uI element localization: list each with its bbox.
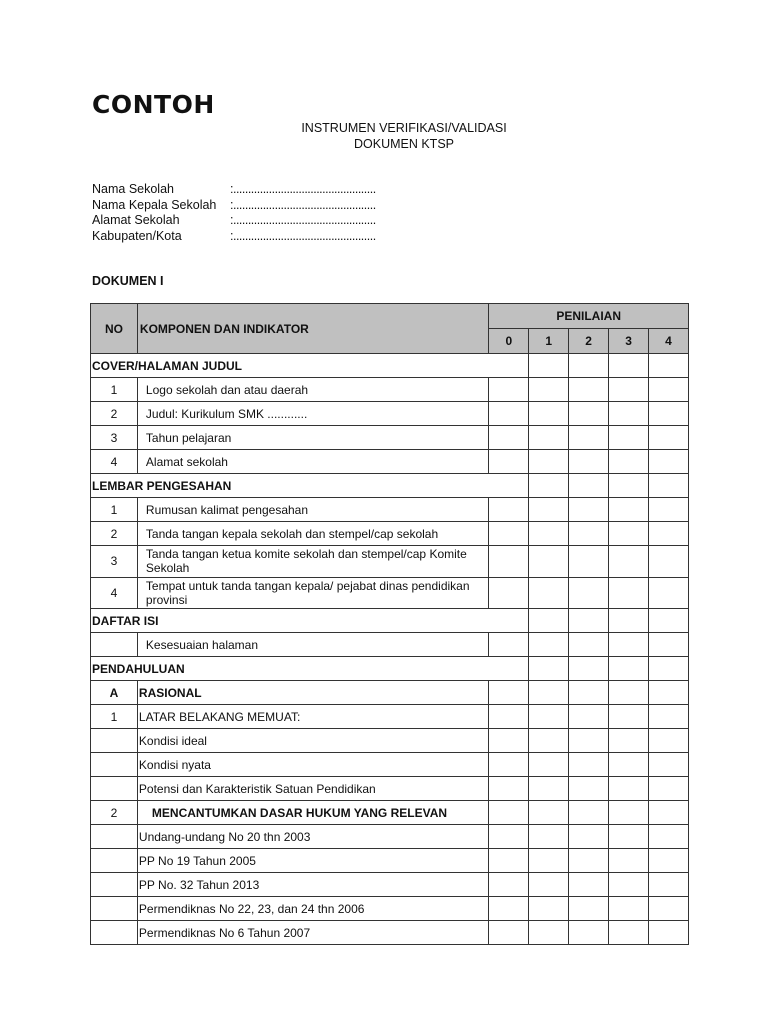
score-cell[interactable] [649,577,689,609]
table-row [91,633,689,657]
table-row [91,498,689,522]
row-indicator: Rumusan kalimat pengesahan [137,498,488,522]
score-cell[interactable] [569,681,609,705]
row-indicator: Tanda tangan kepala sekolah dan stempel/cap sekolah [137,522,488,546]
section-label: DAFTAR ISI [91,609,489,633]
score-cell[interactable] [649,729,689,753]
score-cell[interactable] [609,897,649,921]
table-row [91,378,689,402]
school-info-block [92,182,376,244]
score-cell[interactable] [649,921,689,945]
score-cell[interactable] [609,577,649,609]
score-cell[interactable] [609,729,649,753]
info-label: Nama Sekolah [92,182,174,196]
row-subheading: RASIONAL [137,681,488,705]
row-number: 2 [91,402,138,426]
score-cell[interactable] [489,498,529,522]
row-indicator: Tanda tangan ketua komite sekolah dan stempel/cap Komite Sekolah [137,546,488,578]
table-row [91,849,689,873]
score-cell[interactable] [489,825,529,849]
score-cell[interactable] [489,897,529,921]
section-label: COVER/HALAMAN JUDUL [91,354,489,378]
score-cell[interactable] [569,378,609,402]
info-value-field[interactable]: :................................................ [230,213,376,227]
score-cell[interactable] [609,426,649,450]
score-cell[interactable] [649,777,689,801]
score-cell[interactable] [609,633,649,657]
score-cell[interactable] [569,777,609,801]
score-cell[interactable] [569,450,609,474]
row-number: 1 [91,378,138,402]
score-cell[interactable] [569,402,609,426]
header-no: NO [91,304,138,354]
score-cell[interactable] [609,402,649,426]
score-cell[interactable] [569,753,609,777]
score-cell[interactable] [649,825,689,849]
info-label: Alamat Sekolah [92,213,180,227]
score-cell[interactable] [529,921,569,945]
info-label: Nama Kepala Sekolah [92,197,217,212]
score-cell[interactable] [569,825,609,849]
score-cell[interactable] [609,378,649,402]
score-cell[interactable] [569,897,609,921]
score-cell[interactable] [529,633,569,657]
score-cell[interactable] [489,546,529,578]
score-cell[interactable] [609,522,649,546]
row-indicator: Kesesuaian halaman [137,633,488,657]
row-number: 1 [91,498,138,522]
section-label: LEMBAR PENGESAHAN [91,474,489,498]
info-row-nama-sekolah [92,182,376,198]
score-header-1: 1 [529,329,569,354]
score-cell[interactable] [529,801,569,825]
score-cell[interactable] [569,546,609,578]
row-indicator: Potensi dan Karakteristik Satuan Pendidikan [137,777,488,801]
score-cell[interactable] [529,402,569,426]
score-cell[interactable] [489,873,529,897]
table-row [91,705,689,729]
score-cell[interactable] [649,522,689,546]
info-value-field[interactable]: :................................................ [230,182,376,196]
score-cell[interactable] [609,681,649,705]
score-cell[interactable] [489,729,529,753]
row-number: 1 [91,705,138,729]
score-cell[interactable] [609,849,649,873]
score-header-2: 2 [569,329,609,354]
score-cell[interactable] [529,753,569,777]
document-title: INSTRUMEN VERIFIKASI/VALIDASI [301,121,507,135]
section-title-dokumen: DOKUMEN I [92,274,164,288]
score-cell[interactable] [649,897,689,921]
score-cell[interactable] [569,633,609,657]
score-cell[interactable] [489,378,529,402]
row-number: 4 [91,450,138,474]
score-cell[interactable] [529,897,569,921]
score-cell[interactable] [569,498,609,522]
score-cell[interactable] [489,921,529,945]
table-row [91,753,689,777]
row-indicator: PP No. 32 Tahun 2013 [137,873,488,897]
row-indicator: Permendiknas No 22, 23, dan 24 thn 2006 [137,897,488,921]
score-cell[interactable] [529,522,569,546]
table-row [91,402,689,426]
score-cell[interactable] [569,577,609,609]
score-cell[interactable] [649,873,689,897]
score-cell[interactable] [529,378,569,402]
score-cell[interactable] [649,753,689,777]
score-cell[interactable] [489,753,529,777]
row-number: 2 [91,522,138,546]
info-row-alamat-sekolah [92,213,376,229]
table-row [91,921,689,945]
score-cell[interactable] [649,801,689,825]
score-cell[interactable] [649,450,689,474]
score-cell[interactable] [529,705,569,729]
score-cell[interactable] [609,546,649,578]
score-cell[interactable] [489,801,529,825]
score-cell[interactable] [489,577,529,609]
table-row [91,577,689,609]
row-subheading: MENCANTUMKAN DASAR HUKUM YANG RELEVAN [137,801,488,825]
score-cell[interactable] [569,522,609,546]
score-cell[interactable] [609,498,649,522]
info-value-field[interactable]: :................................................ [230,197,376,212]
row-indicator: Alamat sekolah [137,450,488,474]
document-subtitle: DOKUMEN KTSP [353,137,454,151]
row-indicator: Tahun pelajaran [137,426,488,450]
info-value-field[interactable]: :................................................ [230,228,376,243]
row-number: A [91,681,138,705]
section-row-daftar-isi [91,609,689,633]
score-cell[interactable] [489,705,529,729]
score-cell[interactable] [609,777,649,801]
score-cell[interactable] [569,801,609,825]
score-cell[interactable] [649,378,689,402]
watermark-contoh: CONTOH [92,90,215,119]
score-header-4: 4 [649,329,689,354]
score-cell[interactable] [609,825,649,849]
section-row-cover [91,354,689,378]
header-komponen: KOMPONEN DAN INDIKATOR [137,304,488,354]
row-number [91,633,138,657]
score-cell[interactable] [529,498,569,522]
score-cell[interactable] [609,753,649,777]
score-header-3: 3 [609,329,649,354]
score-cell[interactable] [649,546,689,578]
score-cell[interactable] [489,402,529,426]
row-indicator: Tempat untuk tanda tangan kepala/ pejabat dinas pendidikan provinsi [137,577,488,609]
score-cell[interactable] [529,849,569,873]
score-cell[interactable] [489,522,529,546]
score-cell[interactable] [649,426,689,450]
row-number: 2 [91,801,138,825]
row-number: 4 [91,577,138,609]
score-cell[interactable] [569,921,609,945]
score-cell[interactable] [609,450,649,474]
table-row [91,729,689,753]
info-label: Kabupaten/Kota [92,228,182,243]
score-cell[interactable] [529,681,569,705]
score-cell[interactable] [529,577,569,609]
score-cell[interactable] [489,450,529,474]
score-cell[interactable] [649,705,689,729]
table-row [91,825,689,849]
score-cell[interactable] [649,402,689,426]
info-row-kabupaten-kota [92,229,376,245]
score-header-0: 0 [489,329,529,354]
table-row [91,522,689,546]
score-cell[interactable] [489,426,529,450]
section-label: PENDAHULUAN [91,657,489,681]
table-row-rasional [91,681,689,705]
score-cell[interactable] [529,825,569,849]
table-row [91,426,689,450]
score-cell[interactable] [609,801,649,825]
score-cell[interactable] [529,450,569,474]
score-cell[interactable] [529,873,569,897]
score-cell[interactable] [649,849,689,873]
score-cell[interactable] [489,681,529,705]
row-indicator: PP No 19 Tahun 2005 [137,849,488,873]
table-row [91,897,689,921]
score-cell[interactable] [569,873,609,897]
verification-table [90,303,689,945]
score-cell[interactable] [489,849,529,873]
score-cell[interactable] [569,849,609,873]
row-indicator: Kondisi ideal [137,729,488,753]
row-indicator: Kondisi nyata [137,753,488,777]
row-indicator: LATAR BELAKANG MEMUAT: [137,705,488,729]
score-cell[interactable] [529,426,569,450]
row-indicator: Judul: Kurikulum SMK ............ [137,402,488,426]
score-cell[interactable] [649,498,689,522]
table-row [91,777,689,801]
score-cell[interactable] [649,681,689,705]
score-cell[interactable] [609,705,649,729]
score-cell[interactable] [649,633,689,657]
table-row [91,801,689,825]
score-cell[interactable] [609,873,649,897]
row-number: 3 [91,426,138,450]
row-indicator: Permendiknas No 6 Tahun 2007 [137,921,488,945]
score-cell[interactable] [569,426,609,450]
score-cell[interactable] [489,633,529,657]
score-cell[interactable] [569,729,609,753]
score-cell[interactable] [529,546,569,578]
score-cell[interactable] [529,729,569,753]
score-cell[interactable] [529,777,569,801]
row-indicator: Logo sekolah dan atau daerah [137,378,488,402]
row-indicator: Undang-undang No 20 thn 2003 [137,825,488,849]
header-penilaian: PENILAIAN [489,304,689,329]
row-number: 3 [91,546,138,578]
table-row [91,450,689,474]
score-cell[interactable] [609,921,649,945]
section-row-pendahuluan [91,657,689,681]
table-row [91,873,689,897]
info-row-nama-kepala-sekolah [92,198,376,214]
table-row [91,546,689,578]
score-cell[interactable] [569,705,609,729]
section-row-pengesahan [91,474,689,498]
score-cell[interactable] [489,777,529,801]
